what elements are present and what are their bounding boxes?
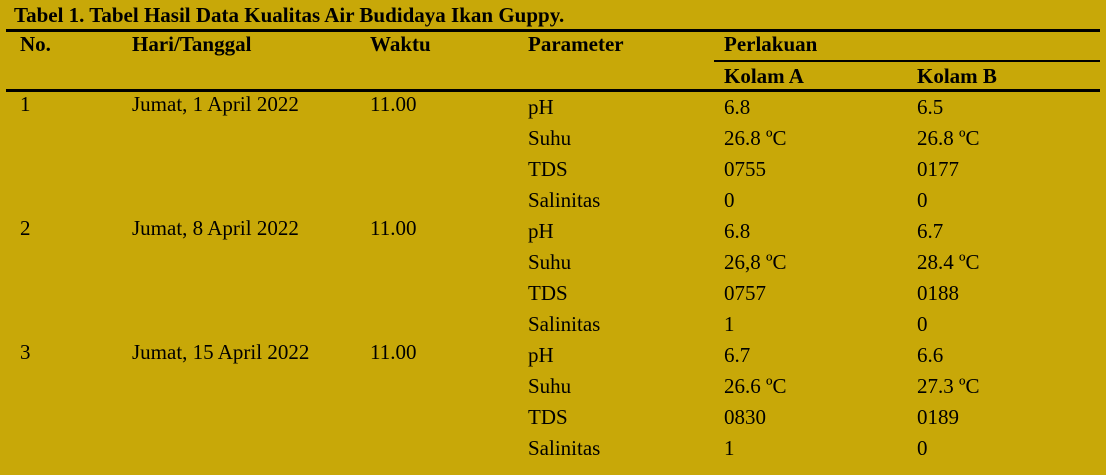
table-body — [6, 90, 1100, 464]
header-parameter: Parameter — [518, 31, 714, 91]
pool-a-value: 26,8 ºC — [724, 249, 787, 274]
parameter-list — [528, 92, 714, 216]
pool-b-value-list — [917, 340, 1100, 464]
header-pool-b: Kolam B — [917, 63, 997, 88]
parameter-item: pH — [528, 218, 554, 243]
pool-b-value: 0189 — [917, 404, 959, 429]
pool-a-value: 1 — [724, 435, 735, 460]
parameter-item: Salinitas — [528, 187, 601, 212]
pool-a-value: 6.7 — [724, 342, 751, 367]
header-time: Waktu — [354, 31, 518, 91]
pool-a-value: 6.8 — [724, 94, 751, 119]
pool-b-value: 0 — [917, 311, 928, 336]
parameter-item: pH — [528, 342, 554, 367]
cell-pool-a-values — [714, 90, 907, 216]
parameter-item: Salinitas — [528, 311, 601, 336]
cell-time: 11.00 — [370, 215, 417, 240]
pool-a-value: 0757 — [724, 280, 766, 305]
pool-b-value: 6.6 — [917, 342, 944, 367]
header-no: No. — [6, 31, 118, 91]
pool-b-value: 0188 — [917, 280, 959, 305]
pool-a-value: 0 — [724, 187, 735, 212]
cell-pool-a-values — [714, 216, 907, 340]
pool-a-value: 0830 — [724, 404, 766, 429]
pool-a-value-list — [724, 216, 907, 340]
cell-date: Jumat, 15 April 2022 — [132, 339, 310, 364]
header-pool-a: Kolam A — [724, 63, 804, 88]
parameter-item: Suhu — [528, 373, 572, 398]
pool-b-value: 28.4 ºC — [917, 249, 980, 274]
table-row — [6, 340, 1100, 464]
pool-a-value: 1 — [724, 311, 735, 336]
cell-no: 2 — [20, 215, 31, 240]
pool-a-value: 26.6 ºC — [724, 373, 787, 398]
parameter-list — [528, 340, 714, 464]
cell-pool-b-values — [907, 90, 1100, 216]
cell-no: 3 — [20, 339, 31, 364]
cell-parameters — [518, 340, 714, 464]
table-row — [6, 216, 1100, 340]
table-row — [6, 90, 1100, 216]
cell-date: Jumat, 8 April 2022 — [132, 215, 299, 240]
pool-a-value-list — [724, 92, 907, 216]
cell-parameters — [518, 90, 714, 216]
pool-a-value-list — [724, 340, 907, 464]
parameter-item: TDS — [528, 156, 568, 181]
cell-time: 11.00 — [354, 90, 518, 216]
cell-parameters — [518, 216, 714, 340]
parameter-item: TDS — [528, 404, 568, 429]
pool-b-value: 26.8 ºC — [917, 125, 980, 150]
pool-a-value: 26.8 ºC — [724, 125, 787, 150]
parameter-list — [528, 216, 714, 340]
cell-pool-a-values — [714, 340, 907, 464]
pool-b-value-list — [917, 92, 1100, 216]
pool-a-value: 0755 — [724, 156, 766, 181]
cell-pool-b-values — [907, 340, 1100, 464]
pool-b-value: 6.5 — [917, 94, 944, 119]
table-caption: Tabel 1. Tabel Hasil Data Kualitas Air Budidaya Ikan Guppy. — [14, 3, 565, 27]
pool-b-value-list — [917, 216, 1100, 340]
table-header — [6, 31, 1100, 91]
header-group-perlakuan: Perlakuan — [714, 31, 1100, 61]
cell-date: Jumat, 1 April 2022 — [118, 90, 354, 216]
parameter-item: TDS — [528, 280, 568, 305]
parameter-item: Salinitas — [528, 435, 601, 460]
parameter-item: pH — [528, 94, 554, 119]
pool-b-value: 27.3 ºC — [917, 373, 980, 398]
pool-b-value: 6.7 — [917, 218, 944, 243]
pool-b-value: 0 — [917, 435, 928, 460]
cell-time: 11.00 — [370, 339, 417, 364]
header-row-primary — [6, 31, 1100, 61]
cell-pool-b-values — [907, 216, 1100, 340]
parameter-item: Suhu — [528, 249, 572, 274]
water-quality-table — [6, 29, 1100, 464]
parameter-item: Suhu — [528, 125, 572, 150]
pool-a-value: 6.8 — [724, 218, 751, 243]
pool-b-value: 0 — [917, 187, 928, 212]
cell-no: 1 — [6, 90, 118, 216]
pool-b-value: 0177 — [917, 156, 959, 181]
header-date: Hari/Tanggal — [118, 31, 354, 91]
